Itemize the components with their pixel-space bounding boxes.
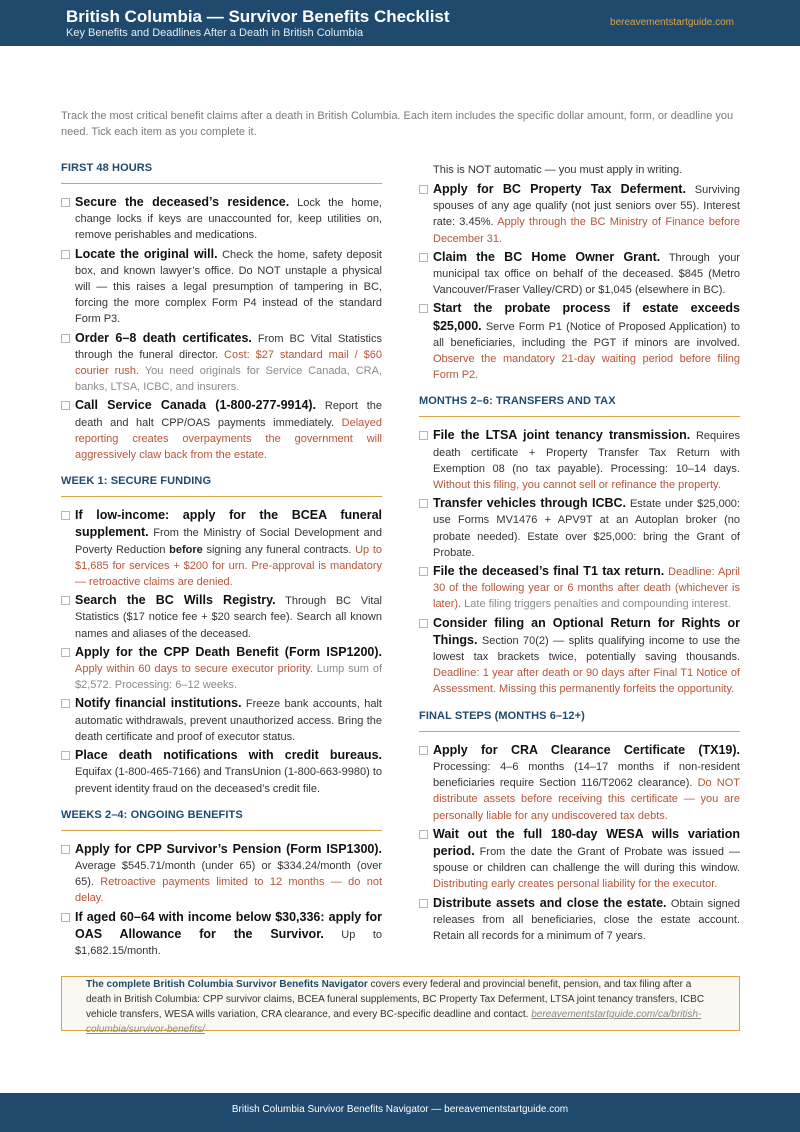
checklist-item — [61, 747, 382, 797]
checkbox[interactable] — [61, 334, 70, 343]
item-text: Check the home, safety deposit box, and known lawyer’s office. Do NOT unstaple a physical will — this raises a legal presumption of tampering in BC, forcing the more complex Form P4 instead of the standard Form P3. — [75, 248, 382, 326]
site-link[interactable]: bereavementstartguide.com — [610, 17, 734, 28]
item-warning: Delayed reporting creates overpayments the government will aggressively claw back from the estate. — [75, 416, 382, 462]
checkbox[interactable] — [61, 913, 70, 922]
section-heading: WEEKS 2–4: ONGOING BENEFITS — [61, 809, 382, 831]
item-warning: Cost: $27 standard mail / $60 courier rush. — [75, 348, 383, 378]
checklist-item — [61, 909, 382, 960]
item-warning: Distributing early creates personal liability for the executor. — [433, 878, 718, 891]
callout-link[interactable]: bereavementstartguide.com/ca/british-columbia/survivor-benefits/ — [86, 1009, 702, 1035]
item-text: signing any funeral contracts. — [202, 543, 352, 556]
item-warning: Apply within 60 days to secure executor priority. — [75, 663, 313, 676]
item-title: If low-income: apply for the BCEA funeral supplement. — [75, 508, 382, 540]
section-heading: WEEK 1: SECURE FUNDING — [61, 475, 382, 497]
checklist-item — [419, 427, 740, 493]
item-note: You need originals for Service Canada, CRA, banks, LTSA, ICBC, and insurers. — [75, 365, 382, 394]
item-title: Call Service Canada (1-800-277-9914). — [75, 398, 317, 413]
item-text: From BC Vital Statistics through the funeral director. — [75, 332, 382, 361]
checklist-item — [61, 397, 382, 463]
checkbox[interactable] — [419, 253, 428, 262]
checklist-item — [419, 895, 740, 945]
checklist-item — [419, 563, 740, 613]
item-warning: Deadline: April 30 of the following year or 6 months after death (whichever is later). — [433, 566, 740, 611]
page-subtitle: Key Benefits and Deadlines After a Death in British Columbia — [66, 27, 364, 39]
checklist-item — [61, 507, 382, 590]
item-title: Wait out the full 180-day WESA wills variation period. — [433, 826, 740, 858]
checkbox[interactable] — [61, 250, 70, 259]
item-text: Through BC Vital Statistics ($17 notice fee + $20 search fee). Search all known names and aliases of the deceased. — [75, 595, 383, 640]
checkbox[interactable] — [61, 511, 70, 520]
item-title: Apply for BC Property Tax Deferment. — [433, 182, 686, 196]
item-text: From the Ministry of Social Development and Poverty Reduction — [75, 527, 382, 556]
item-title: Transfer vehicles through ICBC. — [433, 496, 626, 511]
checklist-item — [419, 495, 740, 561]
item-title: Secure the deceased’s residence. — [75, 195, 290, 209]
item-title: Place death notifications with credit bureaus. — [75, 748, 382, 763]
checklist-item — [61, 194, 382, 244]
item-title: Locate the original will. — [75, 246, 218, 261]
checkbox[interactable] — [61, 699, 70, 708]
item-text: Surviving spouses of any age qualify (not just seniors over 55). Interest rate: 3.45%. — [433, 184, 740, 229]
item-title: Search the BC Wills Registry. — [75, 593, 276, 608]
item-text: Lock the home, change locks if keys are unaccounted for, keep utilities on, remove perishables and medications. — [75, 197, 382, 242]
item-title: If aged 60–64 with income below $30,336: apply for OAS Allowance for the Survivor. — [75, 909, 382, 941]
item-text: Through your municipal tax office on behalf of the deceased. $845 (Metro Vancouver/Fraser Valley/CRD) or $1,045 (elsewhere in BC). — [433, 251, 740, 297]
item-title: Start the probate process if estate exceeds $25,000. — [433, 301, 740, 333]
item-title: Claim the BC Home Owner Grant. — [433, 249, 661, 264]
checklist-item — [61, 695, 382, 745]
checklist-item — [419, 249, 740, 299]
item-title: Order 6–8 death certificates. — [75, 330, 252, 345]
section-heading: FIRST 48 HOURS — [61, 162, 382, 184]
item-warning: Observe the mandatory 21-day waiting period before filing Form P2. — [433, 353, 740, 382]
checklist-item — [419, 742, 740, 824]
item-title: File the deceased’s final T1 tax return. — [433, 564, 665, 579]
checkbox[interactable] — [61, 751, 70, 760]
item-title: Apply for the CPP Death Benefit (Form ISP1200). — [75, 644, 382, 659]
checklist-item — [419, 615, 740, 698]
checkbox[interactable] — [61, 648, 70, 657]
checkbox[interactable] — [61, 401, 70, 410]
item-text: Up to $1,682.15/month. — [75, 928, 382, 957]
checklist-item — [61, 592, 382, 642]
checklist-item — [61, 644, 382, 694]
checklist-item — [419, 300, 740, 383]
page-footer: British Columbia Survivor Benefits Navigator — bereavementstartguide.com — [0, 1093, 800, 1132]
item-text: Equifax (1-800-465-7166) and TransUnion (1-800-663-9980) to prevent identity fraud on the deceased’s credit file. — [75, 766, 382, 795]
item-text: Section 70(2) — splits qualifying income to use the lowest tax brackets twice, potentially saving thousands. — [433, 634, 740, 664]
item-emphasis: before — [169, 543, 203, 556]
checklist-item — [419, 826, 740, 893]
checkbox[interactable] — [419, 499, 428, 508]
checkbox[interactable] — [419, 567, 428, 576]
item-title: File the LTSA joint tenancy transmission. — [433, 428, 691, 443]
checkbox[interactable] — [419, 431, 428, 440]
checklist-item — [61, 246, 382, 328]
item-text: Average $545.71/month (under 65) or $334.24/month (over 65). — [75, 859, 382, 889]
item-warning: Up to $1,685 for services + $200 for urn. Pre-approval is mandatory — retroactive claims are denied. — [75, 543, 382, 589]
navigator-callout — [61, 976, 740, 1035]
checkbox[interactable] — [419, 899, 428, 908]
item-text: Freeze bank accounts, halt automatic withdrawals, prevent unauthorized access. Bring the death certificate and proof of executor status. — [75, 698, 382, 743]
item-text: Serve Form P1 (Notice of Proposed Application) to all beneficiaries, including the PGT if minors are involved. — [433, 320, 740, 349]
checkbox[interactable] — [419, 746, 428, 755]
item-text: Processing: 4–6 months (14–17 months if non-resident beneficiaries require Section 116/T2062 clearance). — [433, 760, 740, 790]
item-title: Apply for CRA Clearance Certificate (TX19). — [433, 742, 740, 757]
item-note: Late filing triggers penalties and compounding interest. — [461, 598, 731, 611]
item-warning: Deadline: 1 year after death or 90 days after Final T1 Notice of Assessment. Missing this permanently forfeits the opportunity. — [433, 667, 740, 696]
checkbox[interactable] — [419, 185, 428, 194]
item-title: Notify financial institutions. — [75, 696, 242, 711]
continued-text: This is NOT automatic — you must apply in writing. — [433, 164, 683, 176]
item-warning: Do NOT distribute assets before receiving this certificate — you are personally liable for any undiscovered tax debts. — [433, 777, 740, 822]
item-text: Estate under $25,000: use Forms MV1476 + APV9T at an Autoplan broker (no probate needed). Estate over $25,000: bring the Grant of Probate. — [433, 498, 740, 559]
checkbox[interactable] — [419, 304, 428, 313]
left-column — [61, 162, 382, 961]
checkbox[interactable] — [61, 198, 70, 207]
checkbox[interactable] — [419, 619, 428, 628]
item-title: Distribute assets and close the estate. — [433, 895, 667, 910]
section-heading: FINAL STEPS (MONTHS 6–12+) — [419, 710, 740, 732]
item-text: Report the death and halt CPP/OAS payments immediately. — [75, 400, 382, 429]
checkbox[interactable] — [61, 845, 70, 854]
checklist-item — [419, 181, 740, 247]
checklist-item — [61, 330, 382, 396]
item-warning: Without this filing, you cannot sell or refinance the property. — [433, 479, 721, 492]
item-warning: Retroactive payments limited to 12 months — do not delay. — [75, 876, 382, 905]
checkbox[interactable] — [61, 596, 70, 605]
right-column — [419, 162, 740, 946]
callout-text: covers every federal and provincial benefit, pension, and tax filing after a death in British Columbia: CPP survivor claims, BCEA funeral supplements, BC Property Tax Deferment, LTSA joint tenancy transfers, ICBC vehicle transfers, WESA wills variation, CRA clearance, and every BC-specific deadline and contact. — [86, 979, 705, 1020]
checkbox[interactable] — [419, 830, 428, 839]
intro-text: Track the most critical benefit claims after a death in British Columbia. Each item includes the specific dollar amount, form, or deadline you need. Tick each item as you complete it. — [61, 110, 734, 138]
item-note: Lump sum of $2,572. Processing: 6–12 weeks. — [75, 663, 382, 692]
item-title: Consider filing an Optional Return for Rights or Things. — [433, 615, 740, 647]
page-header — [0, 0, 800, 46]
item-title: Apply for CPP Survivor’s Pension (Form ISP1300). — [75, 841, 382, 856]
item-text: Obtain signed releases from all beneficiaries, close the estate account. Retain all records for a minimum of 7 years. — [433, 897, 741, 942]
item-text: Requires death certificate + Property Transfer Tax Return with Exemption 08 (no tax payable). Processing: 10–14 days. — [433, 430, 740, 475]
section-heading: MONTHS 2–6: TRANSFERS AND TAX — [419, 395, 740, 417]
page-title: British Columbia — Survivor Benefits Checklist — [66, 7, 450, 26]
checklist-item — [61, 841, 382, 907]
item-text: From the date the Grant of Probate was issued — spouse or children can challenge the will during this window. — [433, 845, 740, 875]
item-warning: Apply through the BC Ministry of Finance before December 31. — [433, 216, 740, 245]
callout-heading: The complete British Columbia Survivor Benefits Navigator — [86, 979, 368, 990]
